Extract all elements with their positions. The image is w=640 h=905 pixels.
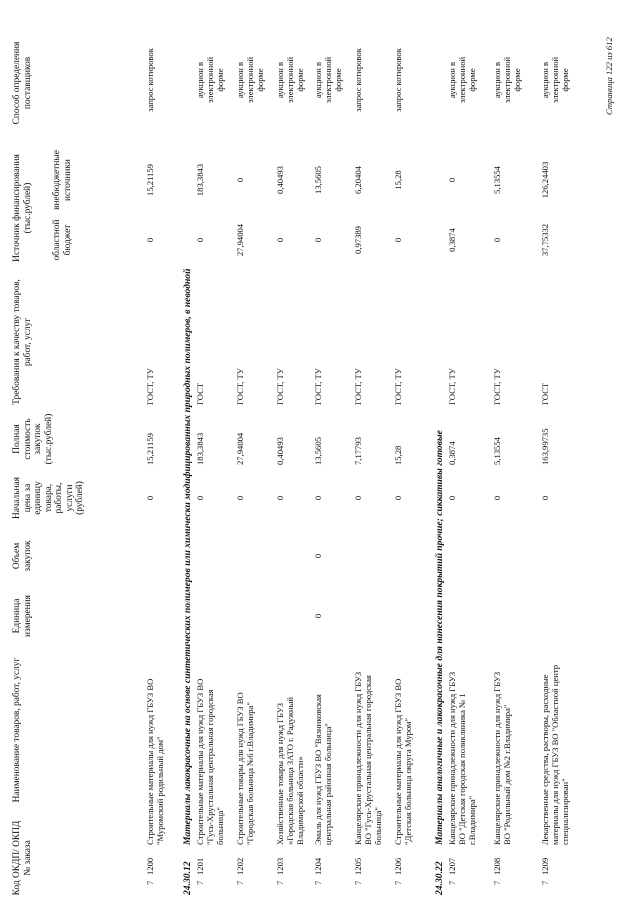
row-number: 1200 [145,857,155,875]
header-name: Наименование товаров, работ, услуг [12,657,22,803]
header-source: Источник финансирования (тыс.рублей) [12,154,33,262]
row-source-regional: 0,3874 [447,228,457,252]
section-title: Материалы аналогичные и лакокрасочные для нанесения покрытий прочие; сиккативы готовые [434,430,445,845]
row-method: аукцион в электронной форме [275,56,305,104]
row-source-regional: 0 [275,237,285,243]
row-name: Строительные материалы для нужд ГБУЗ ВО "Муромский родильный дом" [145,678,165,845]
row-source-regional: 37,75332 [540,223,550,257]
row-source-external: 0 [447,177,457,183]
row-total: 0,3874 [447,441,457,465]
section-code: 24.30.22 [434,861,445,895]
row-method: запрос котировок [353,48,363,112]
row-name: Канцелярские принадлежности для нужд ГБУЗ ВО "Гусь-Хрустальная центральная городская больница" [353,671,383,845]
row-code: 7 [275,880,285,885]
row-price: 0 [235,495,245,501]
row-code: 7 [145,880,155,885]
row-requirements: ГОСТ [195,382,205,405]
header-code: Код ОКДП/ ОКПД № заказа [12,820,33,896]
row-price: 0 [540,495,550,501]
header-unit: Единица измерения [12,595,33,637]
row-source-regional: 0 [313,237,323,243]
row-name: Канцелярские принадлежности для нужд ГБУЗ ВО "Родильный дом №2 г.Владимира" [492,671,512,845]
row-source-external: 126,24403 [540,161,550,199]
header-volume: Объем закупок [12,540,33,572]
row-name: Строительные материалы для нужд ГБУЗ ВО "Гусь-Хрустальная центральная городская больница" [195,678,225,845]
row-name: Хозяйственные товары для нужд ГБУЗ «Городская больница ЗАТО г. Радужный Владимирской области» [275,697,305,845]
row-code: 7 [353,880,363,885]
row-total: 163,99735 [540,428,550,465]
row-total: 5,13554 [492,437,502,465]
section-code: 24.30.12 [182,861,193,895]
header-total: Полная стоимость закупок (тыс.рублей) [12,413,54,465]
row-total: 15,21159 [145,433,155,465]
row-number: 1207 [447,857,457,875]
row-source-regional: 27,94004 [235,223,245,257]
row-price: 0 [275,495,285,501]
header-source-regional: областной бюджет [52,219,73,261]
row-method: аукцион в электронной форме [447,56,477,104]
header-source-external: внебюджетные источники [52,150,73,210]
section-title: Материалы лакокрасочные на основе синтетических полимеров или химически модифицированных природных полимеров, в неводной [182,268,193,845]
row-price: 0 [353,495,363,501]
page-number: Страница 122 из 612 [604,37,614,115]
row-source-regional: 0 [393,237,403,243]
row-number: 1206 [393,857,403,875]
row-total: 27,94004 [235,432,245,465]
row-price: 0 [492,495,502,501]
row-source-regional: 0 [492,237,502,243]
row-method: аукцион в электронной форме [195,56,225,104]
row-price: 0 [195,495,205,501]
row-price: 0 [313,495,323,501]
row-number: 1202 [235,857,245,875]
row-source-external: 5,13554 [492,166,502,194]
row-number: 1203 [275,857,285,875]
row-method: аукцион в электронной форме [540,56,570,104]
row-requirements: ГОСТ, ТУ [447,368,457,405]
row-source-external: 6,20404 [353,166,363,194]
row-requirements: ГОСТ, ТУ [492,368,502,405]
row-name: Лекарственные средства, растворы, расходные материалы для нужд ГБУЗ ВО "Областной центр специализирован" [540,664,570,845]
row-name: Канцелярские принадлежности для нужд ГБУЗ ВО "Детская городская поликлиника № 1 г.Владимира" [447,671,477,845]
row-number: 1209 [540,857,550,875]
row-number: 1201 [195,857,205,875]
row-price: 0 [145,495,155,501]
row-requirements: ГОСТ, ТУ [145,368,155,405]
row-number: 1205 [353,857,363,875]
row-source-external: 0,40493 [275,166,285,194]
row-code: 7 [492,880,502,885]
row-code: 7 [195,880,205,885]
row-source-external: 13,5605 [313,166,323,194]
row-volume: 0 [313,553,323,559]
row-method: аукцион в электронной форме [492,56,522,104]
row-source-external: 0 [235,177,245,183]
row-source-regional: 0 [145,237,155,243]
row-requirements: ГОСТ, ТУ [275,368,285,405]
row-source-external: 183,3843 [195,163,205,197]
row-name: Строительные товары для нужд ГБУЗ ВО "Городская больница №6 г.Владимира" [235,692,255,845]
row-total: 15,28 [393,445,403,465]
row-code: 7 [540,880,550,885]
row-method: запрос котировок [393,48,403,112]
row-requirements: ГОСТ [540,382,550,405]
row-requirements: ГОСТ, ТУ [393,368,403,405]
row-source-regional: 0,97389 [353,226,363,254]
row-price: 0 [393,495,403,501]
row-method: аукцион в электронной форме [235,56,265,104]
row-requirements: ГОСТ, ТУ [235,368,245,405]
row-code: 7 [235,880,245,885]
row-code: 7 [447,880,457,885]
header-requirements: Требования к качеству товаров, работ, услуг [12,279,33,405]
row-total: 183,3843 [195,432,205,465]
row-name: Строительные материалы для нужд ГБУЗ ВО "Детская больница округа Муром" [393,678,413,845]
row-requirements: ГОСТ, ТУ [313,368,323,405]
row-total: 0,40493 [275,437,285,465]
row-source-external: 15,28 [393,170,403,190]
header-method: Способ определения поставщиков [12,41,33,125]
row-method: запрос котировок [145,48,155,112]
row-total: 13,5605 [313,437,323,465]
row-requirements: ГОСТ, ТУ [353,368,363,405]
row-source-external: 15,21159 [145,164,155,196]
row-source-regional: 0 [195,237,205,243]
row-number: 1208 [492,857,502,875]
row-method: аукцион в электронной форме [313,56,343,104]
row-name: Эмаль для нужд ГБУЗ ВО "Вязниковская центральная районная больница" [313,694,333,845]
row-number: 1204 [313,857,323,875]
row-unit: 0 [313,613,323,619]
row-price: 0 [447,495,457,501]
header-price: Начальная цена за единицу товара, работы, услуги (рублей) [12,477,85,519]
row-total: 7,17793 [353,437,363,465]
row-code: 7 [393,880,403,885]
row-code: 7 [313,880,323,885]
